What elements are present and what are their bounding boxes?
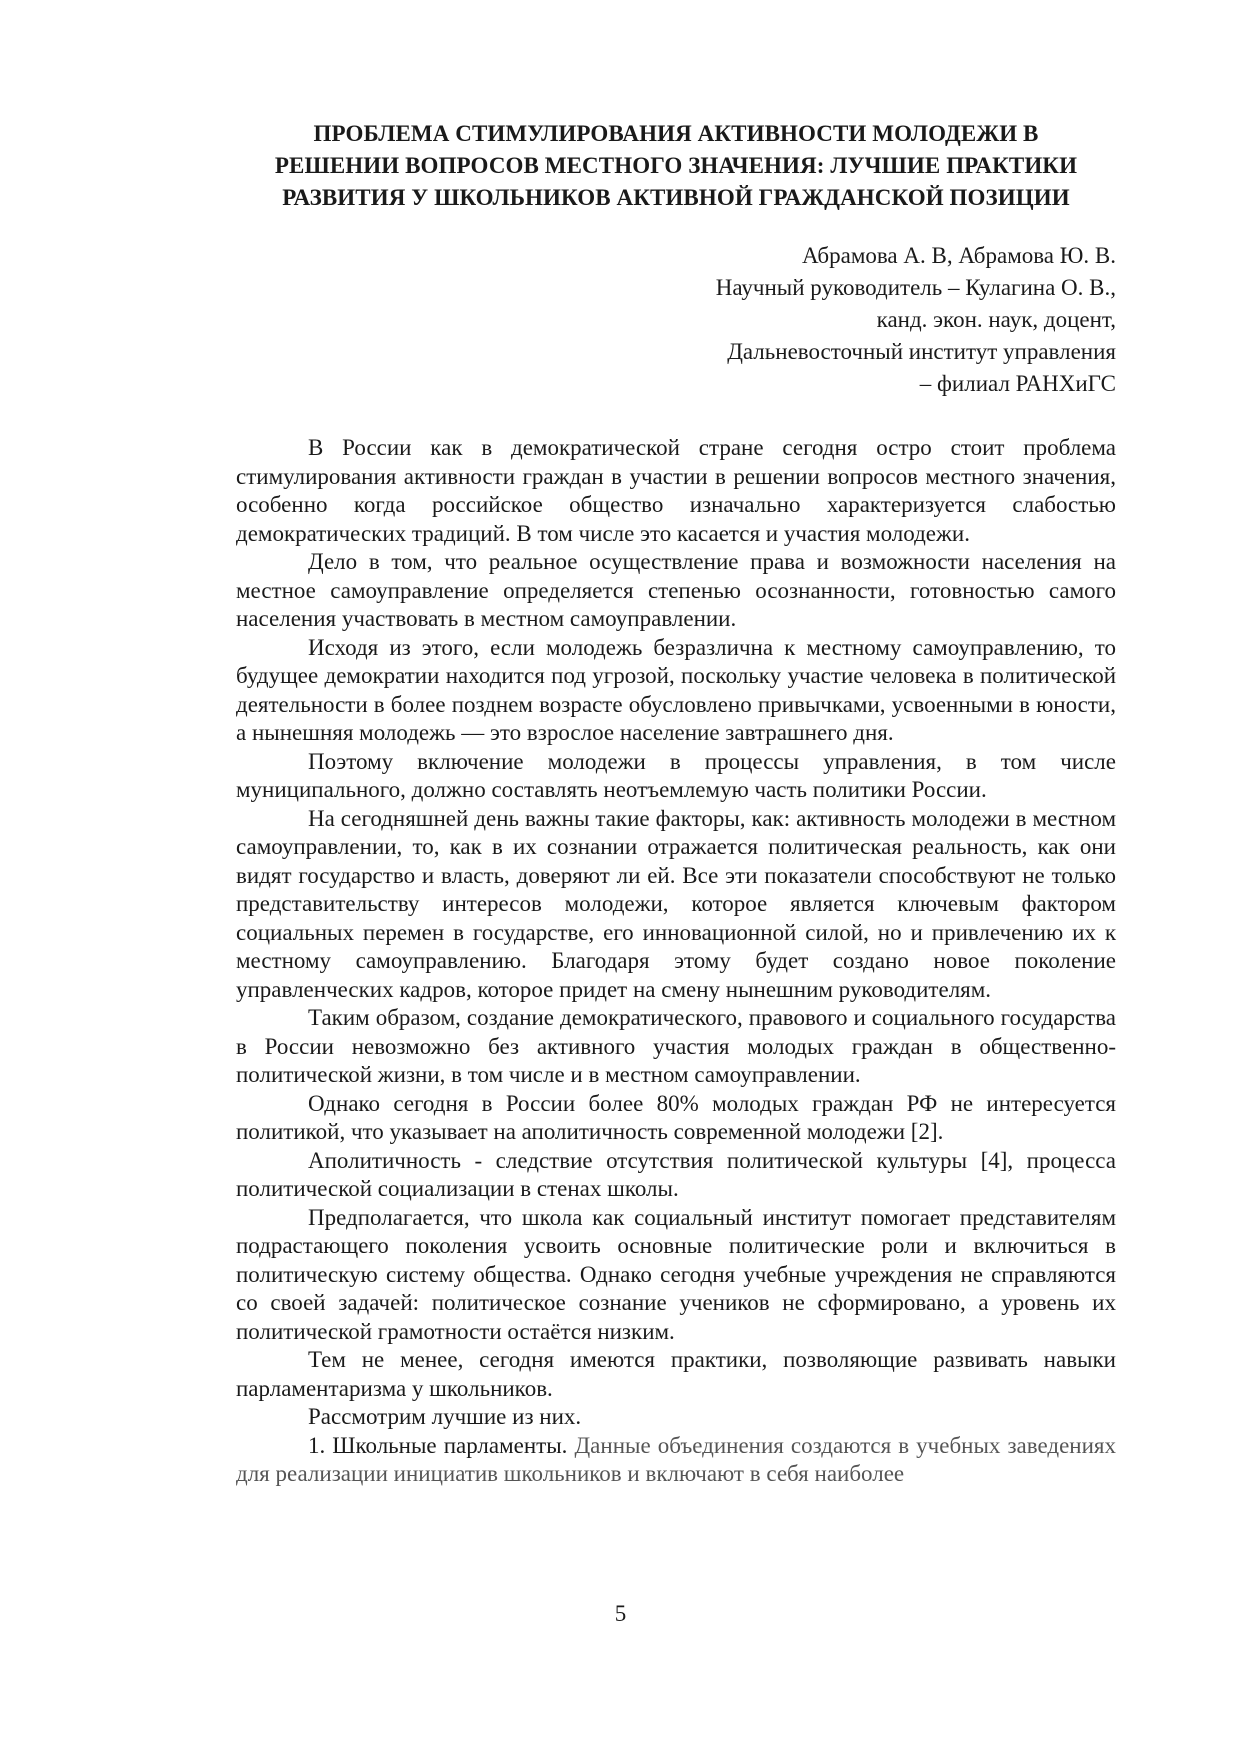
title-line: РАЗВИТИЯ У ШКОЛЬНИКОВ АКТИВНОЙ ГРАЖДАНСКОЙ ПОЗИЦИИ: [282, 185, 1070, 210]
document-page: [236, 118, 1116, 1489]
page-number: 5: [614, 1601, 627, 1626]
paragraph-school-parliaments: [236, 1432, 1116, 1489]
supervisor: Научный руководитель – Кулагина О. В.,: [715, 275, 1116, 300]
paragraph: В России как в демократической стране сегодня остро стоит проблема стимулирования активности граждан в участии в решении вопросов местного значения, особенно когда российское общество изначально характеризуется слабостью демократических традиций. В том числе это касается и участия молодежи.: [236, 435, 1116, 546]
list-item-lead: 1. Школьные парламенты.: [308, 1432, 568, 1458]
title-line: ПРОБЛЕМА СТИМУЛИРОВАНИЯ АКТИВНОСТИ МОЛОДЕЖИ В: [313, 121, 1039, 146]
authors-names: Абрамова А. В, Абрамова Ю. В.: [801, 243, 1116, 268]
paragraph: На сегодняшней день важны такие факторы, как: активность молодежи в местном самоуправлении, то, как в их сознании отражается политическая реальность, как они видят государство и власть, доверяют ли ей. Все эти показатели способствуют не только представительству интересов молодежи, которое является ключевым фактором социальных перемен в государстве, его инновационной силой, но и привлечению их к местному самоуправлению. Благодаря этому будет создано новое поколение управленческих кадров, которое придет на смену нынешним руководителям.: [236, 805, 1116, 1002]
paragraph: Аполитичность - следствие отсутствия политической культуры [4], процесса политической социализации в стенах школы.: [236, 1147, 1116, 1201]
paragraph: Предполагается, что школа как социальный институт помогает представителям подрастающего поколения усвоить основные политические роли и включиться в политическую систему общества. Однако сегодня учебные учреждения не справляются со своей задачей: политическое сознание учеников не сформировано, а уровень их политической грамотности остаётся низким.: [236, 1204, 1116, 1344]
paragraph: Исходя из этого, если молодежь безразлична к местному самоуправлению, то будущее демократии находится под угрозой, поскольку участие человека в политической деятельности в более позднем возрасте обусловлено привычками, усвоенными в юности, а нынешняя молодежь — это взрослое население завтрашнего дня.: [236, 634, 1116, 745]
paragraph: Однако сегодня в России более 80% молодых граждан РФ не интересуется политикой, что указывает на аполитичность современной молодежи [2].: [236, 1090, 1116, 1144]
institution-branch: – филиал РАНХиГС: [919, 371, 1116, 396]
supervisor-degree: канд. экон. наук, доцент,: [876, 307, 1116, 332]
paragraph: Рассмотрим лучшие из них.: [308, 1404, 582, 1429]
article-title: [236, 118, 1116, 214]
paragraph: Тем не менее, сегодня имеются практики, позволяющие развивать навыки парламентаризма у школьников.: [236, 1347, 1116, 1401]
author-block: [236, 240, 1116, 400]
title-line: РЕШЕНИИ ВОПРОСОВ МЕСТНОГО ЗНАЧЕНИЯ: ЛУЧШИЕ ПРАКТИКИ: [274, 153, 1078, 178]
paragraph: Дело в том, что реальное осуществление права и возможности населения на местное самоуправление определяется степенью осознанности, готовностью самого населения участвовать в местном самоуправлении.: [236, 549, 1116, 631]
list-item-text: Данные объединения создаются в учебных заведениях для реализации инициатив школьников и включают в себя наиболее: [236, 1432, 1117, 1486]
paragraph: Поэтому включение молодежи в процессы управления, в том числе муниципального, должно составлять неотъемлемую часть политики России.: [236, 748, 1116, 802]
article-body: [236, 434, 1116, 1489]
institution: Дальневосточный институт управления: [727, 339, 1116, 364]
paragraph: Таким образом, создание демократического, правового и социального государства в России невозможно без активного участия молодых граждан в общественно-политической жизни, в том числе и в местном самоуправлении.: [236, 1005, 1116, 1087]
